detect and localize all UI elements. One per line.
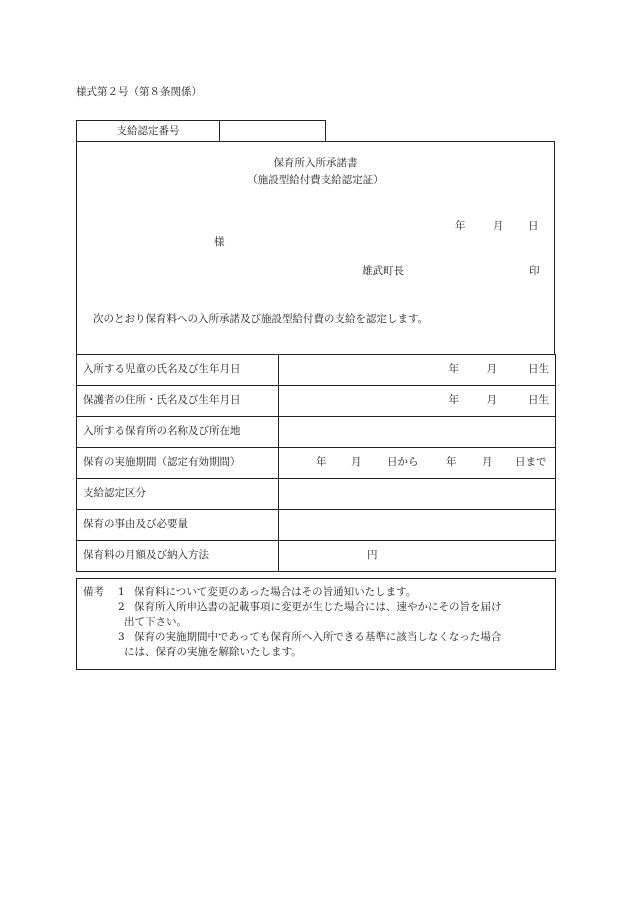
row-label: 保育の実施期間（認定有効期間） <box>77 448 279 479</box>
table-row <box>77 479 556 510</box>
remark-text: 保育所入所申込書の記載事項に変更が生じた場合には、速やかにその旨を届け <box>134 601 502 613</box>
unit-day: 日生 <box>528 394 549 407</box>
remark-number: 2 <box>118 601 125 613</box>
certification-category-field[interactable] <box>279 479 556 510</box>
table-row <box>77 448 556 479</box>
care-period-field[interactable] <box>279 448 556 479</box>
nursery-name-location-field[interactable] <box>279 417 556 448</box>
certificate-header-box <box>76 141 555 355</box>
row-label: 入所する保育所の名称及び所在地 <box>77 417 279 448</box>
unit-month: 月 <box>486 363 497 376</box>
row-label: 保育料の月額及び納入方法 <box>77 541 279 572</box>
table-row <box>77 417 556 448</box>
date-day: 日 <box>528 220 539 232</box>
remark-number: 3 <box>118 631 125 643</box>
table-row <box>77 355 556 386</box>
issuer-name: 雄武町長 <box>362 265 404 277</box>
seal-mark: 印 <box>529 265 540 277</box>
document-subtitle: （施設型給付費支給認定証） <box>247 174 384 186</box>
guardian-info-field[interactable] <box>279 386 556 417</box>
to-year: 年 <box>446 456 457 468</box>
from-month: 月 <box>351 456 362 468</box>
table-row <box>77 386 556 417</box>
remark-text: 保育料について変更のあった場合はその旨通知いたします。 <box>134 586 417 598</box>
document-title: 保育所入所承諾書 <box>273 157 358 169</box>
details-table <box>76 354 556 572</box>
from-year: 年 <box>316 456 327 468</box>
unit-day: 日生 <box>528 363 549 376</box>
date-year: 年 <box>455 220 466 232</box>
row-label: 支給認定区分 <box>77 479 279 510</box>
child-name-birthdate-field[interactable] <box>279 355 556 386</box>
row-label: 保育の事由及び必要量 <box>77 510 279 541</box>
remarks-title: 備考 <box>83 586 104 598</box>
from-day: 日から <box>387 456 419 468</box>
table-row <box>77 510 556 541</box>
remark-text: 保育の実施期間中であっても保育所へ入所できる基準に該当しなくなった場合 <box>134 631 502 643</box>
care-reason-amount-field[interactable] <box>279 510 556 541</box>
to-day: 日まで <box>515 456 547 468</box>
unit-year: 年 <box>448 394 459 407</box>
form-number: 様式第２号（第８条関係） <box>76 86 202 98</box>
certification-number-box <box>76 120 326 142</box>
to-month: 月 <box>482 456 493 468</box>
row-label: 入所する児童の氏名及び生年月日 <box>77 355 279 386</box>
unit-year: 年 <box>448 363 459 376</box>
monthly-fee-field[interactable] <box>279 541 556 572</box>
approval-statement: 次のとおり保育料への入所承諾及び施設型給付費の支給を認定します。 <box>93 313 429 325</box>
remark-text-continued: 出て下さい。 <box>124 616 187 628</box>
certification-number-label: 支給認定番号 <box>77 121 220 142</box>
table-row <box>77 541 556 572</box>
date-month: 月 <box>493 220 504 232</box>
row-label: 保護者の住所・氏名及び生年月日 <box>77 386 279 417</box>
remarks-box <box>76 578 556 670</box>
unit-yen: 円 <box>367 549 378 561</box>
remark-number: 1 <box>118 586 125 598</box>
unit-month: 月 <box>486 394 497 407</box>
addressee-suffix: 様 <box>214 236 225 248</box>
remark-text-continued: には、保育の実施を解除いたします。 <box>124 646 302 658</box>
